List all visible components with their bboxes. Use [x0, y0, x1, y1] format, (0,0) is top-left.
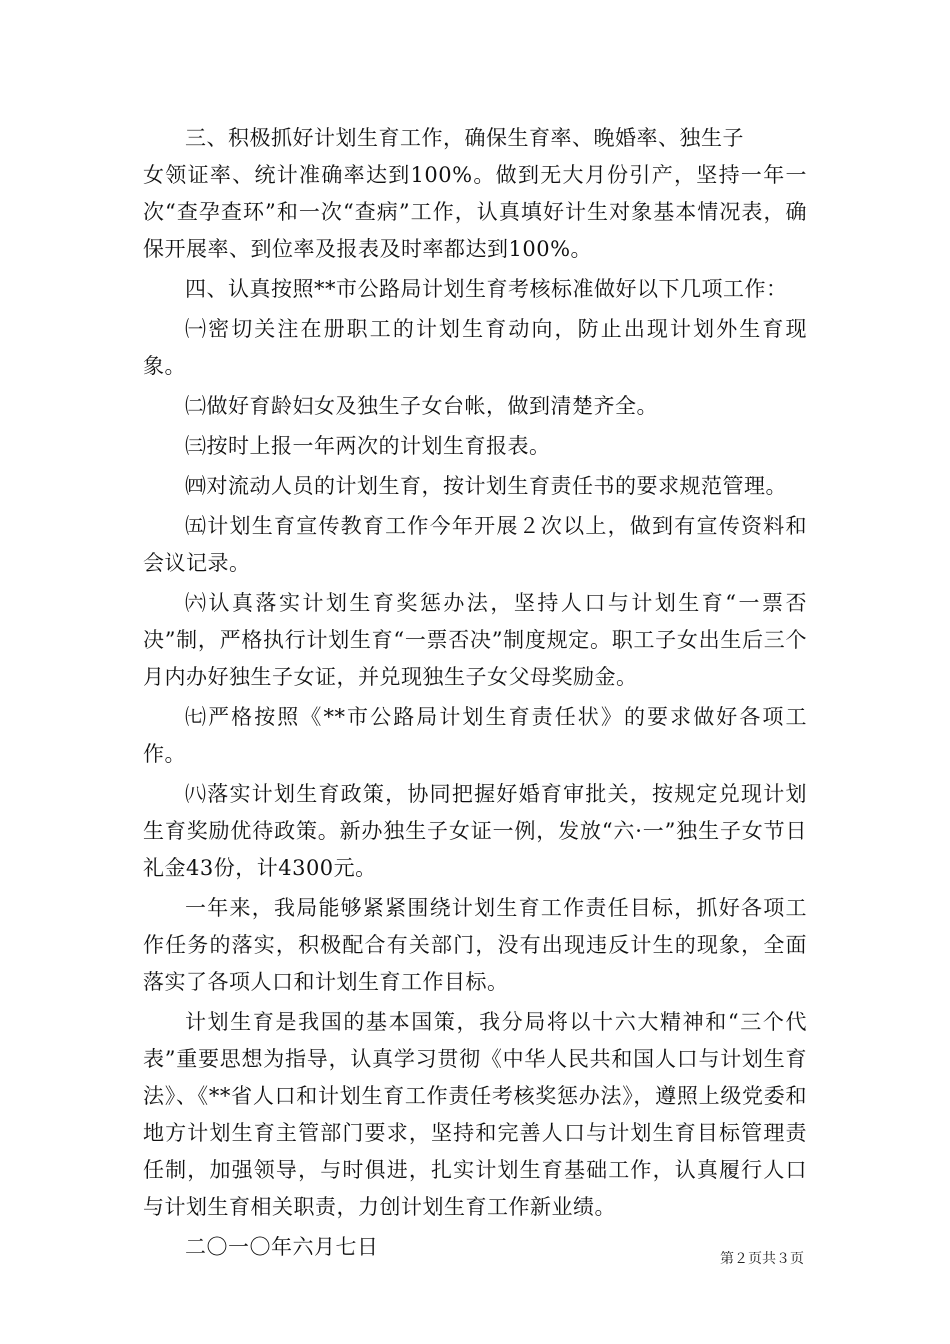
- paragraph-policy-statement: 计划生育是我国的基本国策，我分局将以十六大精神和“三个代表”重要思想为指导，认真学习贯彻《中华人民共和国人口与计划生育法》、《**省人口和计划生育工作责任考核奖惩办法》，遵照上级党委和地方计划生育主管部门要求，坚持和完善人口与计划生育目标管理责任制，加强领导，与时俱进，扎实计划生育基础工作，认真履行人口与计划生育相关职责，力创计划生育工作新业绩。: [143, 1010, 807, 1219]
- page-number: 第２页共３页: [720, 1251, 804, 1267]
- document-body: [143, 120, 807, 1266]
- list-item-4: ㈣对流动人员的计划生育，按计划生育责任书的要求规范管理。: [185, 474, 787, 498]
- document-date: 二〇一〇年六月七日: [185, 1235, 379, 1259]
- paragraph-year-summary: 一年来，我局能够紧紧围绕计划生育工作责任目标，抓好各项工作任务的落实，积极配合有关部门，没有出现违反计生的现象，全面落实了各项人口和计划生育工作目标。: [143, 896, 807, 994]
- list-item-8: ㈧落实计划生育政策，协同把握好婚育审批关，按规定兑现计划生育奖励优待政策。新办独生子女证一例，发放“六·一”独生子女节日礼金43份，计4300元。: [143, 782, 807, 880]
- list-item-6: ㈥认真落实计划生育奖惩办法，坚持人口与计划生育“一票否决”制，严格执行计划生育“一票否决”制度规定。职工子女出生后三个月内办好独生子女证，并兑现独生子女父母奖励金。: [143, 591, 807, 689]
- paragraph-section-three-body: 女领证率、统计准确率达到100%。做到无大月份引产，坚持一年一次“查孕查环”和一次“查病”工作，认真填好计生对象基本情况表，确保开展率、到位率及报表及时率都达到100%。: [143, 163, 807, 261]
- list-item-2: ㈡做好育龄妇女及独生子女台帐，做到清楚齐全。: [185, 394, 658, 418]
- list-item-3: ㈢按时上报一年两次的计划生育报表。: [185, 434, 551, 458]
- list-item-1: ㈠密切关注在册职工的计划生育动向，防止出现计划外生育现象。: [143, 317, 807, 378]
- list-item-5: ㈤计划生育宣传教育工作今年开展２次以上，做到有宣传资料和会议记录。: [143, 514, 807, 575]
- list-item-7: ㈦严格按照《**市公路局计划生育责任状》的要求做好各项工作。: [143, 705, 807, 766]
- paragraph-section-three-heading: 三、积极抓好计划生育工作，确保生育率、晚婚率、独生子: [185, 126, 744, 150]
- paragraph-section-four-heading: 四、认真按照**市公路局计划生育考核标准做好以下几项工作：: [185, 277, 788, 301]
